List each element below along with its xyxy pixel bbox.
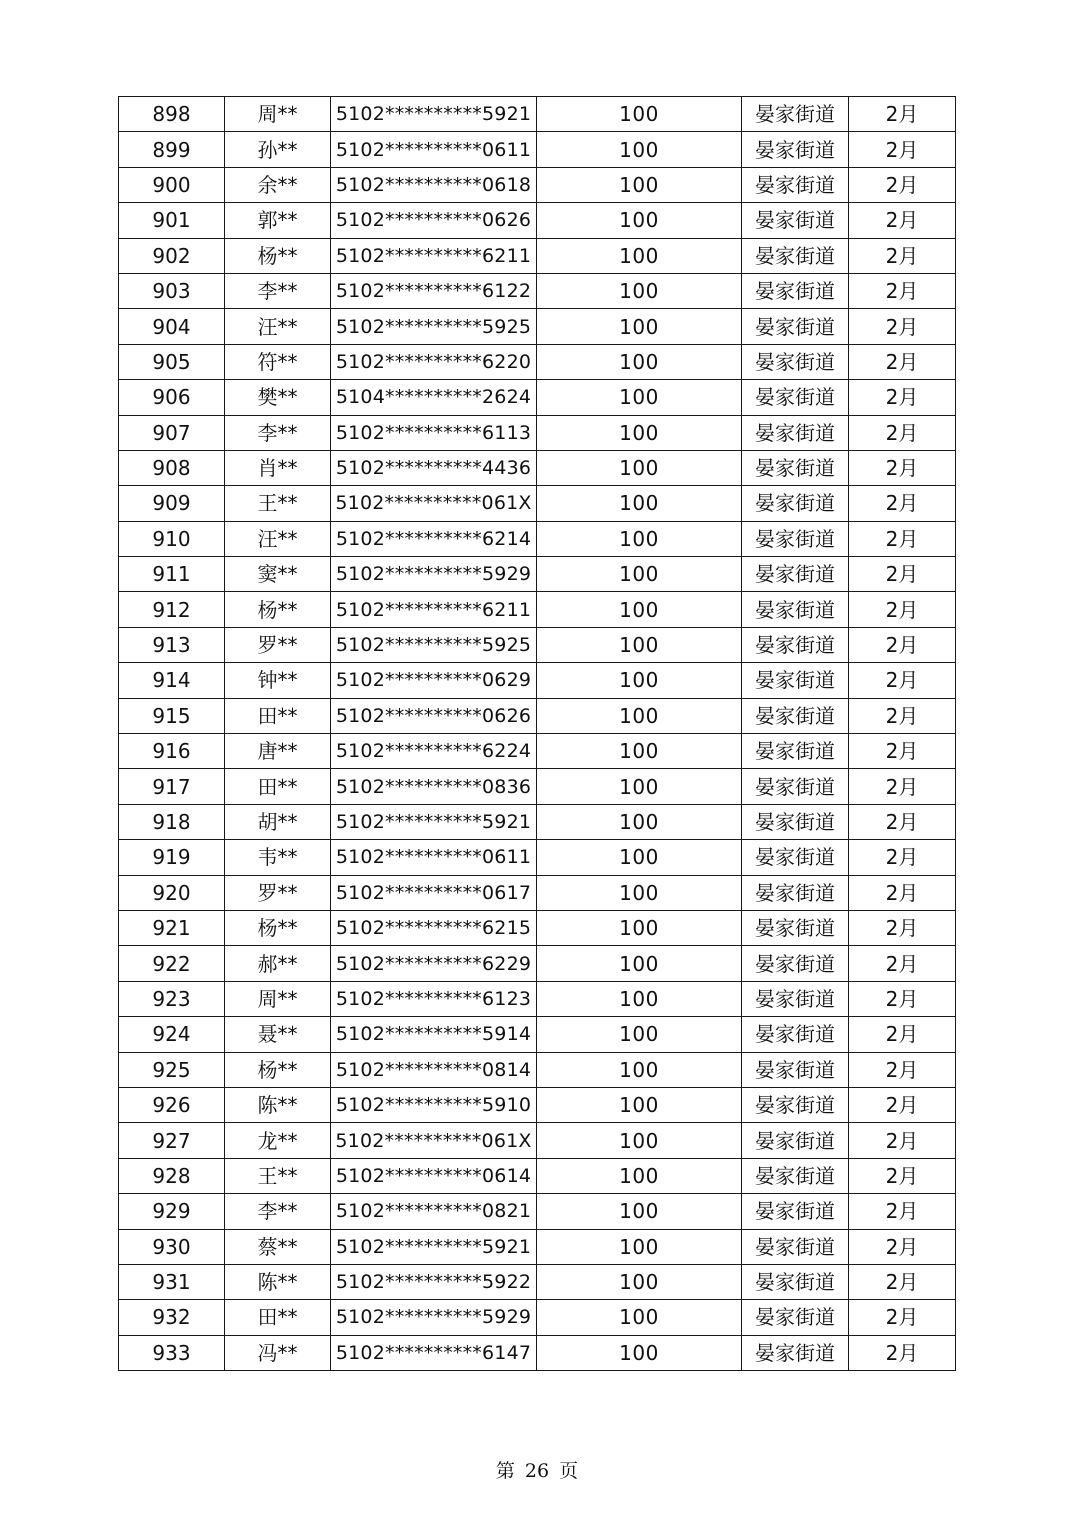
cell-name: 汪** — [225, 521, 331, 556]
records-table-body — [119, 97, 956, 1371]
table-row — [119, 1052, 956, 1087]
table-row — [119, 344, 956, 379]
table-row — [119, 592, 956, 627]
cell-amount: 100 — [537, 238, 742, 273]
cell-street: 晏家街道 — [742, 238, 849, 273]
cell-month: 2月 — [849, 910, 956, 945]
cell-name: 杨** — [225, 1052, 331, 1087]
cell-id-number: 5102**********0821 — [331, 1194, 537, 1229]
table-row — [119, 97, 956, 132]
cell-street: 晏家街道 — [742, 1017, 849, 1052]
cell-serial-number: 900 — [119, 167, 225, 202]
cell-month: 2月 — [849, 1123, 956, 1158]
cell-month: 2月 — [849, 1017, 956, 1052]
cell-serial-number: 899 — [119, 132, 225, 167]
cell-name: 李** — [225, 415, 331, 450]
cell-street: 晏家街道 — [742, 1087, 849, 1122]
cell-amount: 100 — [537, 167, 742, 202]
cell-name: 周** — [225, 97, 331, 132]
cell-name: 王** — [225, 1158, 331, 1193]
cell-serial-number: 898 — [119, 97, 225, 132]
cell-serial-number: 933 — [119, 1335, 225, 1370]
cell-street: 晏家街道 — [742, 698, 849, 733]
cell-id-number: 5104**********2624 — [331, 380, 537, 415]
cell-name: 唐** — [225, 734, 331, 769]
table-row — [119, 132, 956, 167]
cell-street: 晏家街道 — [742, 1300, 849, 1335]
cell-street: 晏家街道 — [742, 132, 849, 167]
table-row — [119, 946, 956, 981]
cell-name: 田** — [225, 769, 331, 804]
cell-amount: 100 — [537, 840, 742, 875]
table-row — [119, 698, 956, 733]
cell-name: 陈** — [225, 1087, 331, 1122]
cell-month: 2月 — [849, 981, 956, 1016]
cell-street: 晏家街道 — [742, 344, 849, 379]
cell-name: 龙** — [225, 1123, 331, 1158]
cell-amount: 100 — [537, 627, 742, 662]
page-suffix: 页 — [559, 1460, 579, 1482]
table-row — [119, 380, 956, 415]
cell-name: 周** — [225, 981, 331, 1016]
table-row — [119, 627, 956, 662]
cell-street: 晏家街道 — [742, 203, 849, 238]
cell-name: 蔡** — [225, 1229, 331, 1264]
cell-amount: 100 — [537, 1194, 742, 1229]
cell-id-number: 5102**********0626 — [331, 698, 537, 733]
cell-name: 韦** — [225, 840, 331, 875]
cell-month: 2月 — [849, 309, 956, 344]
cell-id-number: 5102**********5910 — [331, 1087, 537, 1122]
cell-month: 2月 — [849, 203, 956, 238]
cell-amount: 100 — [537, 132, 742, 167]
cell-id-number: 5102**********6211 — [331, 592, 537, 627]
cell-serial-number: 928 — [119, 1158, 225, 1193]
cell-street: 晏家街道 — [742, 309, 849, 344]
cell-serial-number: 922 — [119, 946, 225, 981]
cell-id-number: 5102**********0614 — [331, 1158, 537, 1193]
cell-name: 田** — [225, 1300, 331, 1335]
table-row — [119, 1123, 956, 1158]
cell-name: 符** — [225, 344, 331, 379]
cell-street: 晏家街道 — [742, 875, 849, 910]
table-row — [119, 981, 956, 1016]
cell-id-number: 5102**********6214 — [331, 521, 537, 556]
cell-name: 陈** — [225, 1264, 331, 1299]
cell-amount: 100 — [537, 946, 742, 981]
table-row — [119, 875, 956, 910]
cell-serial-number: 904 — [119, 309, 225, 344]
cell-amount: 100 — [537, 1335, 742, 1370]
cell-month: 2月 — [849, 132, 956, 167]
cell-street: 晏家街道 — [742, 1158, 849, 1193]
cell-month: 2月 — [849, 592, 956, 627]
cell-month: 2月 — [849, 167, 956, 202]
cell-id-number: 5102**********0626 — [331, 203, 537, 238]
table-row — [119, 910, 956, 945]
cell-month: 2月 — [849, 521, 956, 556]
cell-street: 晏家街道 — [742, 1194, 849, 1229]
cell-amount: 100 — [537, 910, 742, 945]
cell-id-number: 5102**********0611 — [331, 132, 537, 167]
page-prefix: 第 — [495, 1460, 515, 1482]
cell-name: 胡** — [225, 804, 331, 839]
cell-serial-number: 924 — [119, 1017, 225, 1052]
cell-street: 晏家街道 — [742, 486, 849, 521]
table-row — [119, 203, 956, 238]
cell-serial-number: 926 — [119, 1087, 225, 1122]
cell-month: 2月 — [849, 1087, 956, 1122]
cell-street: 晏家街道 — [742, 1052, 849, 1087]
cell-id-number: 5102**********061X — [331, 486, 537, 521]
table-row — [119, 557, 956, 592]
cell-amount: 100 — [537, 592, 742, 627]
cell-id-number: 5102**********5921 — [331, 1229, 537, 1264]
cell-serial-number: 909 — [119, 486, 225, 521]
page-number: 26 — [524, 1460, 550, 1482]
cell-street: 晏家街道 — [742, 380, 849, 415]
cell-name: 罗** — [225, 627, 331, 662]
cell-amount: 100 — [537, 309, 742, 344]
cell-amount: 100 — [537, 663, 742, 698]
cell-name: 杨** — [225, 592, 331, 627]
cell-name: 李** — [225, 273, 331, 308]
cell-amount: 100 — [537, 698, 742, 733]
cell-street: 晏家街道 — [742, 97, 849, 132]
cell-amount: 100 — [537, 1087, 742, 1122]
table-row — [119, 309, 956, 344]
cell-id-number: 5102**********061X — [331, 1123, 537, 1158]
table-row — [119, 804, 956, 839]
cell-amount: 100 — [537, 734, 742, 769]
table-row — [119, 450, 956, 485]
table-row — [119, 663, 956, 698]
cell-month: 2月 — [849, 627, 956, 662]
cell-street: 晏家街道 — [742, 1335, 849, 1370]
cell-id-number: 5102**********5921 — [331, 97, 537, 132]
cell-name: 肖** — [225, 450, 331, 485]
cell-serial-number: 927 — [119, 1123, 225, 1158]
cell-month: 2月 — [849, 486, 956, 521]
cell-month: 2月 — [849, 557, 956, 592]
cell-id-number: 5102**********5925 — [331, 627, 537, 662]
cell-id-number: 5102**********6123 — [331, 981, 537, 1016]
cell-serial-number: 932 — [119, 1300, 225, 1335]
cell-amount: 100 — [537, 1264, 742, 1299]
table-row — [119, 521, 956, 556]
cell-name: 李** — [225, 1194, 331, 1229]
cell-amount: 100 — [537, 486, 742, 521]
cell-street: 晏家街道 — [742, 981, 849, 1016]
cell-street: 晏家街道 — [742, 769, 849, 804]
cell-street: 晏家街道 — [742, 1123, 849, 1158]
cell-id-number: 5102**********0814 — [331, 1052, 537, 1087]
cell-id-number: 5102**********6122 — [331, 273, 537, 308]
cell-serial-number: 906 — [119, 380, 225, 415]
cell-amount: 100 — [537, 521, 742, 556]
cell-serial-number: 902 — [119, 238, 225, 273]
cell-serial-number: 929 — [119, 1194, 225, 1229]
cell-name: 田** — [225, 698, 331, 733]
cell-amount: 100 — [537, 875, 742, 910]
cell-name: 王** — [225, 486, 331, 521]
cell-amount: 100 — [537, 380, 742, 415]
cell-month: 2月 — [849, 238, 956, 273]
cell-month: 2月 — [849, 769, 956, 804]
table-row — [119, 1300, 956, 1335]
cell-serial-number: 917 — [119, 769, 225, 804]
cell-month: 2月 — [849, 804, 956, 839]
cell-street: 晏家街道 — [742, 273, 849, 308]
cell-serial-number: 925 — [119, 1052, 225, 1087]
cell-street: 晏家街道 — [742, 910, 849, 945]
cell-id-number: 5102**********5929 — [331, 1300, 537, 1335]
cell-id-number: 5102**********6147 — [331, 1335, 537, 1370]
cell-street: 晏家街道 — [742, 663, 849, 698]
cell-amount: 100 — [537, 769, 742, 804]
cell-month: 2月 — [849, 1158, 956, 1193]
cell-amount: 100 — [537, 450, 742, 485]
cell-serial-number: 910 — [119, 521, 225, 556]
cell-id-number: 5102**********5925 — [331, 309, 537, 344]
cell-street: 晏家街道 — [742, 167, 849, 202]
table-row — [119, 1158, 956, 1193]
table-row — [119, 1335, 956, 1370]
cell-amount: 100 — [537, 1017, 742, 1052]
table-row — [119, 415, 956, 450]
cell-month: 2月 — [849, 97, 956, 132]
cell-name: 汪** — [225, 309, 331, 344]
cell-month: 2月 — [849, 875, 956, 910]
cell-serial-number: 919 — [119, 840, 225, 875]
cell-street: 晏家街道 — [742, 734, 849, 769]
cell-serial-number: 907 — [119, 415, 225, 450]
cell-serial-number: 901 — [119, 203, 225, 238]
cell-id-number: 5102**********6220 — [331, 344, 537, 379]
cell-name: 杨** — [225, 910, 331, 945]
cell-id-number: 5102**********5914 — [331, 1017, 537, 1052]
table-row — [119, 273, 956, 308]
cell-serial-number: 903 — [119, 273, 225, 308]
table-row — [119, 769, 956, 804]
cell-street: 晏家街道 — [742, 946, 849, 981]
cell-month: 2月 — [849, 840, 956, 875]
cell-id-number: 5102**********6229 — [331, 946, 537, 981]
cell-street: 晏家街道 — [742, 1264, 849, 1299]
cell-serial-number: 916 — [119, 734, 225, 769]
cell-id-number: 5102**********5921 — [331, 804, 537, 839]
cell-month: 2月 — [849, 380, 956, 415]
cell-street: 晏家街道 — [742, 1229, 849, 1264]
table-row — [119, 167, 956, 202]
page-footer — [0, 1456, 1074, 1483]
cell-id-number: 5102**********0611 — [331, 840, 537, 875]
cell-serial-number: 921 — [119, 910, 225, 945]
cell-serial-number: 911 — [119, 557, 225, 592]
table-row — [119, 840, 956, 875]
cell-id-number: 5102**********6215 — [331, 910, 537, 945]
records-table — [118, 96, 956, 1371]
cell-name: 杨** — [225, 238, 331, 273]
cell-id-number: 5102**********6113 — [331, 415, 537, 450]
cell-serial-number: 915 — [119, 698, 225, 733]
cell-amount: 100 — [537, 1300, 742, 1335]
cell-month: 2月 — [849, 1300, 956, 1335]
cell-month: 2月 — [849, 1335, 956, 1370]
cell-month: 2月 — [849, 946, 956, 981]
table-row — [119, 1017, 956, 1052]
cell-serial-number: 914 — [119, 663, 225, 698]
cell-serial-number: 912 — [119, 592, 225, 627]
cell-street: 晏家街道 — [742, 521, 849, 556]
cell-serial-number: 908 — [119, 450, 225, 485]
cell-street: 晏家街道 — [742, 557, 849, 592]
cell-id-number: 5102**********0618 — [331, 167, 537, 202]
cell-name: 罗** — [225, 875, 331, 910]
cell-month: 2月 — [849, 344, 956, 379]
table-row — [119, 238, 956, 273]
cell-name: 樊** — [225, 380, 331, 415]
cell-amount: 100 — [537, 344, 742, 379]
cell-id-number: 5102**********4436 — [331, 450, 537, 485]
cell-street: 晏家街道 — [742, 804, 849, 839]
cell-street: 晏家街道 — [742, 415, 849, 450]
cell-amount: 100 — [537, 1052, 742, 1087]
cell-name: 钟** — [225, 663, 331, 698]
cell-name: 冯** — [225, 1335, 331, 1370]
table-row — [119, 486, 956, 521]
cell-month: 2月 — [849, 1229, 956, 1264]
cell-amount: 100 — [537, 1158, 742, 1193]
cell-street: 晏家街道 — [742, 450, 849, 485]
cell-street: 晏家街道 — [742, 592, 849, 627]
cell-serial-number: 930 — [119, 1229, 225, 1264]
cell-month: 2月 — [849, 273, 956, 308]
cell-month: 2月 — [849, 698, 956, 733]
cell-amount: 100 — [537, 1123, 742, 1158]
cell-serial-number: 931 — [119, 1264, 225, 1299]
cell-serial-number: 918 — [119, 804, 225, 839]
cell-amount: 100 — [537, 804, 742, 839]
cell-month: 2月 — [849, 415, 956, 450]
cell-amount: 100 — [537, 203, 742, 238]
cell-street: 晏家街道 — [742, 627, 849, 662]
cell-id-number: 5102**********6211 — [331, 238, 537, 273]
table-row — [119, 1194, 956, 1229]
table-row — [119, 1087, 956, 1122]
cell-month: 2月 — [849, 1194, 956, 1229]
cell-name: 郝** — [225, 946, 331, 981]
table-row — [119, 1264, 956, 1299]
cell-amount: 100 — [537, 97, 742, 132]
cell-month: 2月 — [849, 663, 956, 698]
cell-serial-number: 923 — [119, 981, 225, 1016]
cell-amount: 100 — [537, 981, 742, 1016]
cell-name: 聂** — [225, 1017, 331, 1052]
table-row — [119, 1229, 956, 1264]
cell-id-number: 5102**********0617 — [331, 875, 537, 910]
cell-serial-number: 913 — [119, 627, 225, 662]
cell-amount: 100 — [537, 415, 742, 450]
cell-month: 2月 — [849, 450, 956, 485]
table-row — [119, 734, 956, 769]
cell-amount: 100 — [537, 1229, 742, 1264]
cell-name: 窦** — [225, 557, 331, 592]
cell-id-number: 5102**********5929 — [331, 557, 537, 592]
cell-id-number: 5102**********0629 — [331, 663, 537, 698]
cell-month: 2月 — [849, 1264, 956, 1299]
cell-street: 晏家街道 — [742, 840, 849, 875]
cell-serial-number: 920 — [119, 875, 225, 910]
cell-amount: 100 — [537, 557, 742, 592]
cell-month: 2月 — [849, 1052, 956, 1087]
cell-id-number: 5102**********5922 — [331, 1264, 537, 1299]
cell-name: 余** — [225, 167, 331, 202]
cell-name: 孙** — [225, 132, 331, 167]
cell-name: 郭** — [225, 203, 331, 238]
cell-id-number: 5102**********6224 — [331, 734, 537, 769]
cell-serial-number: 905 — [119, 344, 225, 379]
cell-amount: 100 — [537, 273, 742, 308]
cell-id-number: 5102**********0836 — [331, 769, 537, 804]
cell-month: 2月 — [849, 734, 956, 769]
